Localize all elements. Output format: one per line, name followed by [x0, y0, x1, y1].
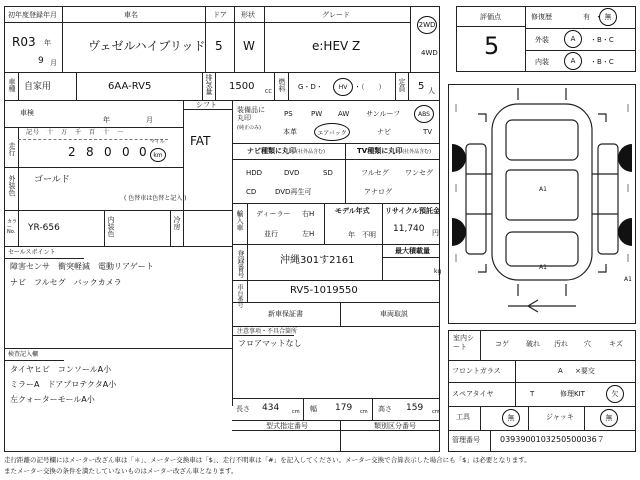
selling-line-1: 障害センサ 衝突軽減 電動リアゲート: [10, 262, 154, 271]
footer-note-2: またメーター交換の条件を満たしていないものはメーター改ざん車となります。: [4, 467, 238, 475]
tv-oneseg: ワンセグ: [405, 169, 433, 177]
equip-abs-circle: ABS: [414, 105, 434, 123]
interior-label: 内装色: [107, 216, 115, 237]
management-number: 0393900103250500036７: [500, 435, 605, 444]
class-number-label: 類別区分番号: [374, 422, 416, 430]
usage-value: 自家用: [24, 82, 52, 92]
mileage-digit-4: 0: [122, 145, 130, 159]
mileage-digit-5: 0: [139, 145, 147, 159]
displacement-label: 排気量: [205, 74, 213, 95]
repair-label: 修復歴: [531, 13, 552, 21]
equip-sub: (純正のみ): [237, 125, 261, 131]
recycle-value: 11,740: [393, 224, 425, 234]
tools-none-circle: 無: [502, 409, 520, 427]
color-value: ゴールド: [34, 175, 70, 185]
first-reg-month: 9: [38, 56, 44, 66]
selling-line-2: ナビ フルセグ バックカメラ: [10, 278, 122, 287]
capacity-value: 5: [418, 81, 425, 92]
chassis-label: 車台番号: [236, 284, 243, 308]
exterior-grade-b: ・B・C: [590, 36, 614, 44]
reg-label: 登録番号: [237, 250, 245, 278]
car-diagram-svg: [448, 84, 636, 324]
shape-value: W: [243, 39, 255, 53]
width-value: 179: [335, 403, 353, 413]
height-unit: cm: [432, 409, 440, 415]
seat-label: 室内シート: [453, 334, 474, 352]
mile-unit: マイル: [150, 139, 165, 145]
first-reg-year-label: 年: [44, 39, 51, 47]
length-label: 長さ: [236, 405, 250, 413]
footer-note-1: 走行距離の記号欄にはメーター改ざん車は「＊」、メーター交換車は「$」、走行不明車は「#」を記入してください。メーター交換で合算表示した場合にも「$」は必要となります。: [4, 456, 531, 464]
tools-label: 工具: [456, 413, 470, 421]
owner-manual: 車両取説: [380, 310, 408, 318]
width-label: 幅: [310, 405, 317, 413]
fuel-hv-circle: HV: [333, 78, 353, 96]
length-value: 434: [262, 403, 280, 413]
mileage-label: 走行: [8, 142, 16, 156]
management-label: 管理番号: [452, 436, 480, 444]
door-count: 5: [215, 39, 223, 53]
equip-navi: ナビ: [377, 128, 391, 136]
equip-leather: 本革: [283, 128, 297, 136]
equip-airbag-circle: エアバック: [314, 123, 350, 141]
usage-label: 車種: [8, 78, 16, 92]
car-name: ヴェゼルハイブリッド: [88, 39, 206, 53]
equip-tv: TV: [423, 128, 433, 136]
shape-label: 形状: [241, 11, 255, 19]
car-name-label: 車名: [124, 11, 138, 19]
first-reg-label: 初年度登録年月: [8, 11, 57, 19]
damage-a1-front: A1: [539, 186, 547, 193]
length-unit: cm: [292, 409, 300, 415]
drive-4wd: 4WD: [421, 49, 438, 57]
equip-pw: PW: [311, 110, 323, 118]
jack-label: ジャッキ: [546, 413, 574, 421]
equip-ps: PS: [284, 110, 293, 118]
new-warranty: 新車保証書: [268, 310, 303, 318]
navi-type-label: ナビ種類に丸印(社外品含む): [247, 147, 325, 155]
checker-line-1: タイヤヒビ コンソールA小: [10, 365, 112, 374]
grade-label: グレード: [322, 11, 350, 19]
fuel-label: 燃料: [278, 78, 286, 92]
km-unit-circle: km: [150, 148, 166, 162]
interior-grade-b: ・B・C: [590, 58, 614, 66]
front-glass-replace: ×要交: [575, 367, 595, 375]
type-number-label: 型式指定番号: [266, 422, 308, 430]
width-unit: cm: [360, 409, 368, 415]
import-parallel: 並行: [264, 230, 278, 238]
checker-line-2: ミラーA ドアプロテクタA小: [10, 380, 117, 389]
exterior-grade-circle: A: [564, 30, 582, 48]
color-label: 外装色: [8, 175, 16, 196]
seat-yogore: 汚れ: [554, 340, 568, 348]
spare-tire-kit: 修理KIT: [560, 390, 585, 398]
recycle-yen: 円: [432, 229, 439, 237]
first-reg-month-label: 月: [50, 59, 57, 67]
checker-label: 検査記入欄: [8, 351, 39, 358]
height-label: 高さ: [378, 405, 392, 413]
shift-label: シフト: [196, 101, 217, 109]
equip-label: 装備品に丸印: [237, 106, 265, 123]
mileage-digit-3: 0: [104, 145, 112, 159]
inspect-label: 車検: [20, 109, 34, 117]
front-glass-a: A: [558, 367, 563, 375]
score-value: 5: [484, 32, 500, 60]
seat-kizu: キズ: [609, 340, 623, 348]
model-code: 6AA-RV5: [108, 81, 152, 92]
mileage-digit-1: 2: [68, 145, 76, 159]
reg-value: 沖縄301す2161: [280, 255, 355, 266]
door-label: ドア: [213, 11, 227, 19]
tv-analog: アナログ: [364, 188, 392, 196]
navi-dvd: DVD: [284, 169, 300, 177]
spare-tire-label: スペアタイヤ: [452, 390, 494, 398]
selling-label: セールスポイント: [8, 249, 56, 256]
navi-dvd-play: DVD再生可: [275, 188, 312, 196]
load-label: 最大積載量: [395, 247, 430, 255]
import-left: 左H: [302, 230, 315, 238]
cc-unit: CC: [265, 89, 272, 95]
repair-none-circle: 無: [599, 8, 617, 26]
interior-grade-label: 内装: [535, 58, 549, 66]
color-code-label: カラーNo.: [7, 219, 18, 235]
chassis-value: RV5-1019550: [290, 285, 358, 296]
inspect-month: 月: [146, 116, 153, 124]
equip-sunroof: サンルーフ: [366, 110, 401, 118]
capacity-label: 定員: [398, 78, 406, 92]
note-label: 注意事項・不具合箇所: [237, 328, 298, 335]
damage-a1-side: A1: [624, 276, 632, 283]
navi-sd: SD: [323, 169, 333, 177]
fuel-gd: G・D・: [298, 83, 323, 91]
inspect-year: 年: [103, 116, 110, 124]
drive-2wd-circle: 2WD: [417, 16, 437, 34]
recycle-label: リサイクル預託金: [385, 207, 441, 215]
load-unit: kg: [434, 268, 442, 275]
model-year-value: 年 不明: [348, 231, 376, 239]
fuel-rest: ・（ ）: [354, 83, 386, 91]
import-right: 右H: [302, 210, 315, 218]
equip-aw: AW: [338, 110, 350, 118]
grade-value: e:HEV Z: [312, 39, 361, 53]
tv-fullseg: フルセグ: [361, 169, 389, 177]
spare-tire-t: T: [530, 390, 535, 398]
interior-grade-circle: A: [564, 52, 582, 70]
model-year-label: モデル年式: [335, 207, 370, 215]
displacement-value: 1500: [229, 81, 255, 92]
mileage-columns: 記号 十 万 千 百 十 一: [26, 129, 125, 136]
color-code: YR-656: [28, 223, 60, 233]
mileage-digit-2: 8: [86, 145, 94, 159]
shift-value: FAT: [190, 134, 211, 148]
height-value: 159: [406, 403, 424, 413]
navi-cd: CD: [246, 188, 257, 196]
note-value: フロアマットなし: [238, 339, 302, 348]
import-dealer: ディーラー: [256, 210, 291, 218]
damage-a1-rear: A1: [539, 264, 547, 271]
seat-ana: 穴: [584, 340, 591, 348]
score-label: 評価点: [480, 13, 501, 21]
seat-koge: コゲ: [495, 340, 509, 348]
first-reg-value: R03: [12, 35, 36, 49]
tv-type-label: TV種類に丸印(社外品含む): [357, 147, 432, 155]
spare-tire-missing-circle: 欠: [606, 385, 624, 403]
navi-hdd: HDD: [246, 169, 263, 177]
seat-yabure: 破れ: [526, 340, 540, 348]
capacity-unit: 人: [428, 87, 435, 95]
repair-sep: ・: [595, 13, 602, 21]
jack-none-circle: 無: [600, 409, 618, 427]
cooling-label: 冷房: [173, 216, 181, 230]
color-note: ( 色替車は色替と記入 ): [124, 195, 187, 202]
checker-line-3: 左クォーターモールA小: [10, 395, 95, 404]
exterior-grade-label: 外装: [535, 36, 549, 44]
front-glass-label: フロントガラス: [452, 367, 501, 375]
repair-yes: 有: [583, 13, 590, 21]
import-label: 輸入車: [236, 210, 244, 231]
